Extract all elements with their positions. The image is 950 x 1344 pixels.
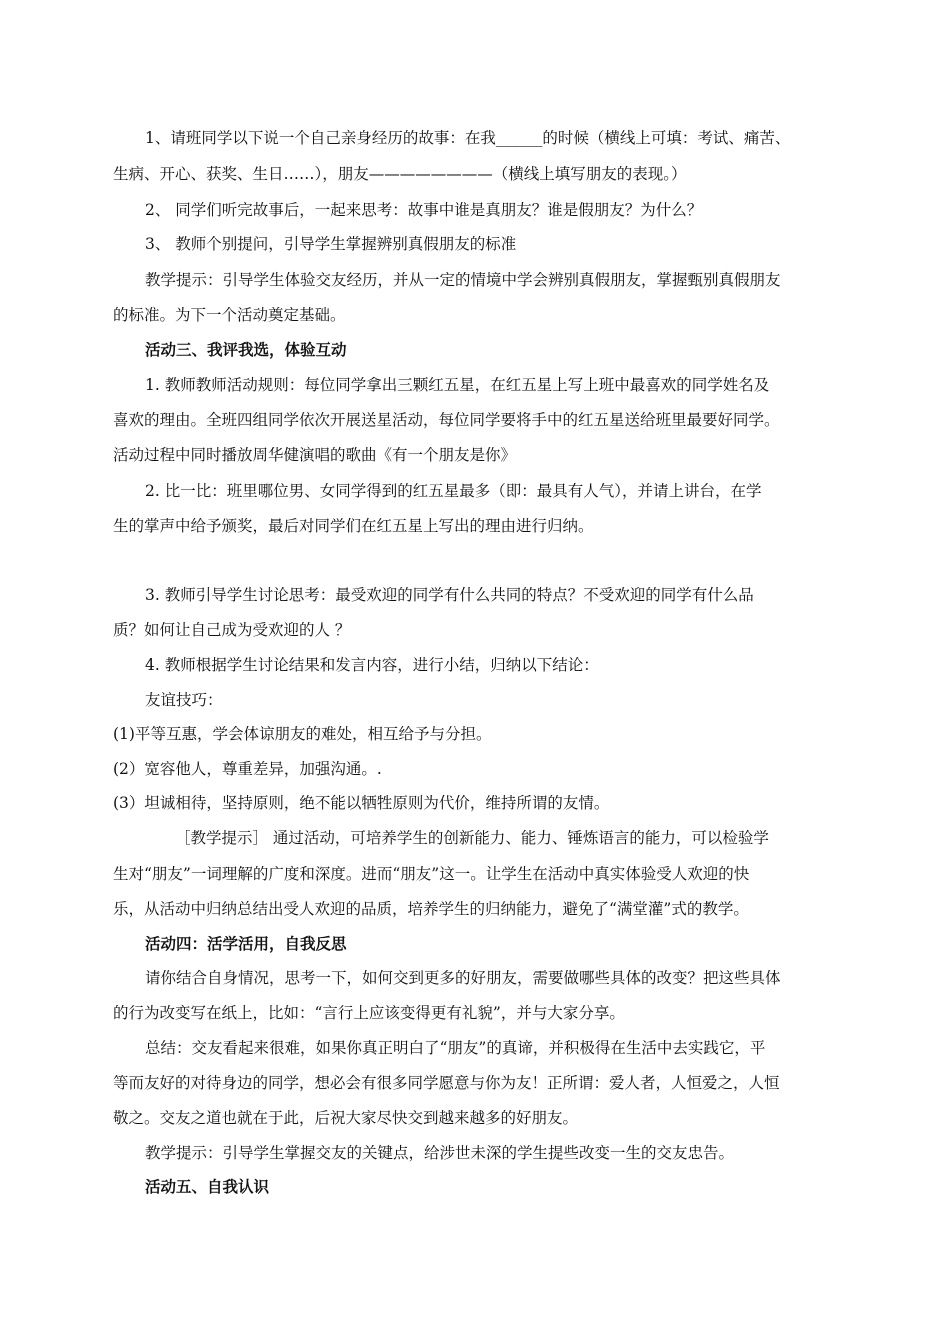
paragraph-line: 教学提示：引导学生体验交友经历，并从一定的情境中学会辨别真假朋友，掌握甄别真假朋友: [145, 271, 781, 289]
section-heading: 活动五、自我认识: [145, 1177, 270, 1196]
paragraph-line: 总结：交友看起来很难，如果你真正明白了“朋友”的真谛，并积极得在生活中去实践它，平: [145, 1039, 766, 1057]
paragraph-line: 等而友好的对待身边的同学，想必会有很多同学愿意与你为友！正所谓：爱人者，人恒爱之，人恒: [113, 1074, 780, 1092]
paragraph-line: 1、请班同学以下说一个自己亲身经历的故事：在我______的时候（横线上可填：考试、痛苦、: [145, 129, 791, 147]
paragraph-line: 3. 教师引导学生讨论思考：最受欢迎的同学有什么共同的特点？不受欢迎的同学有什么品: [145, 586, 754, 604]
paragraph-line: 4. 教师根据学生讨论结果和发言内容，进行小结，归纳以下结论：: [145, 656, 599, 674]
paragraph-line: 活动过程中同时播放周华健演唱的歌曲《有一个朋友是你》: [113, 446, 517, 464]
paragraph-line: ［教学提示］ 通过活动，可培养学生的创新能力、能力、锤炼语言的能力，可以检验学: [175, 829, 769, 847]
paragraph-line: 1. 教师教师活动规则：每位同学拿出三颗红五星，在红五星上写上班中最喜欢的同学姓名及: [145, 376, 770, 394]
paragraph-line: 2. 比一比：班里哪位男、女同学得到的红五星最多（即：最具有人气），并请上讲台，在学: [145, 482, 762, 500]
paragraph-line: 敬之。交友之道也就在于此，后祝大家尽快交到越来越多的好朋友。: [113, 1109, 579, 1127]
paragraph-line: 生对“朋友”一词理解的广度和深度。进而“朋友”这一。让学生在活动中真实体验受人欢迎的快: [113, 865, 750, 883]
paragraph-line: 乐，从活动中归纳总结出受人欢迎的品质，培养学生的归纳能力，避免了“满堂灌”式的教学。: [113, 900, 749, 918]
paragraph-line: 喜欢的理由。全班四组同学依次开展送星活动，每位同学要将手中的红五星送给班里最要好同学。: [113, 411, 780, 429]
paragraph-line: 的行为改变写在纸上，比如：“言行上应该变得更有礼貌”，并与大家分享。: [113, 1004, 625, 1022]
section-heading: 活动四：活学活用，自我反思: [145, 934, 347, 953]
paragraph-line: 2、 同学们听完故事后，一起来思考：故事中谁是真朋友？谁是假朋友？为什么？: [145, 201, 703, 219]
paragraph-line: 生的掌声中给予颁奖，最后对同学们在红五星上写出的理由进行归纳。: [113, 517, 594, 535]
paragraph-line: 质？如何让自己成为受欢迎的人 ？: [113, 621, 351, 639]
paragraph-line: 请你结合自身情况，思考一下，如何交到更多的好朋友，需要做哪些具体的改变？把这些具体: [145, 969, 781, 987]
section-heading: 活动三、我评我选，体验互动: [145, 340, 347, 359]
paragraph-line: (1)平等互惠，学会体谅朋友的难处，相互给予与分担。: [113, 725, 492, 743]
paragraph-line: 3、 教师个别提问，引导学生掌握辨别真假朋友的标准: [145, 235, 517, 253]
paragraph-line: 生病、开心、获奖、生日……），朋友————————（横线上填写朋友的表现。）: [113, 165, 687, 183]
paragraph-line: 教学提示：引导学生掌握交友的关键点，给涉世未深的学生提些改变一生的交友忠告。: [145, 1144, 735, 1162]
paragraph-line: 的标准。为下一个活动奠定基础。: [113, 306, 346, 324]
paragraph-line: 友谊技巧：: [145, 691, 223, 709]
paragraph-line: (3）坦诚相待，坚持原则，绝不能以牺牲原则为代价，维持所谓的友情。: [113, 794, 610, 812]
paragraph-line: (2）宽容他人，尊重差异，加强沟通。.: [113, 760, 382, 778]
